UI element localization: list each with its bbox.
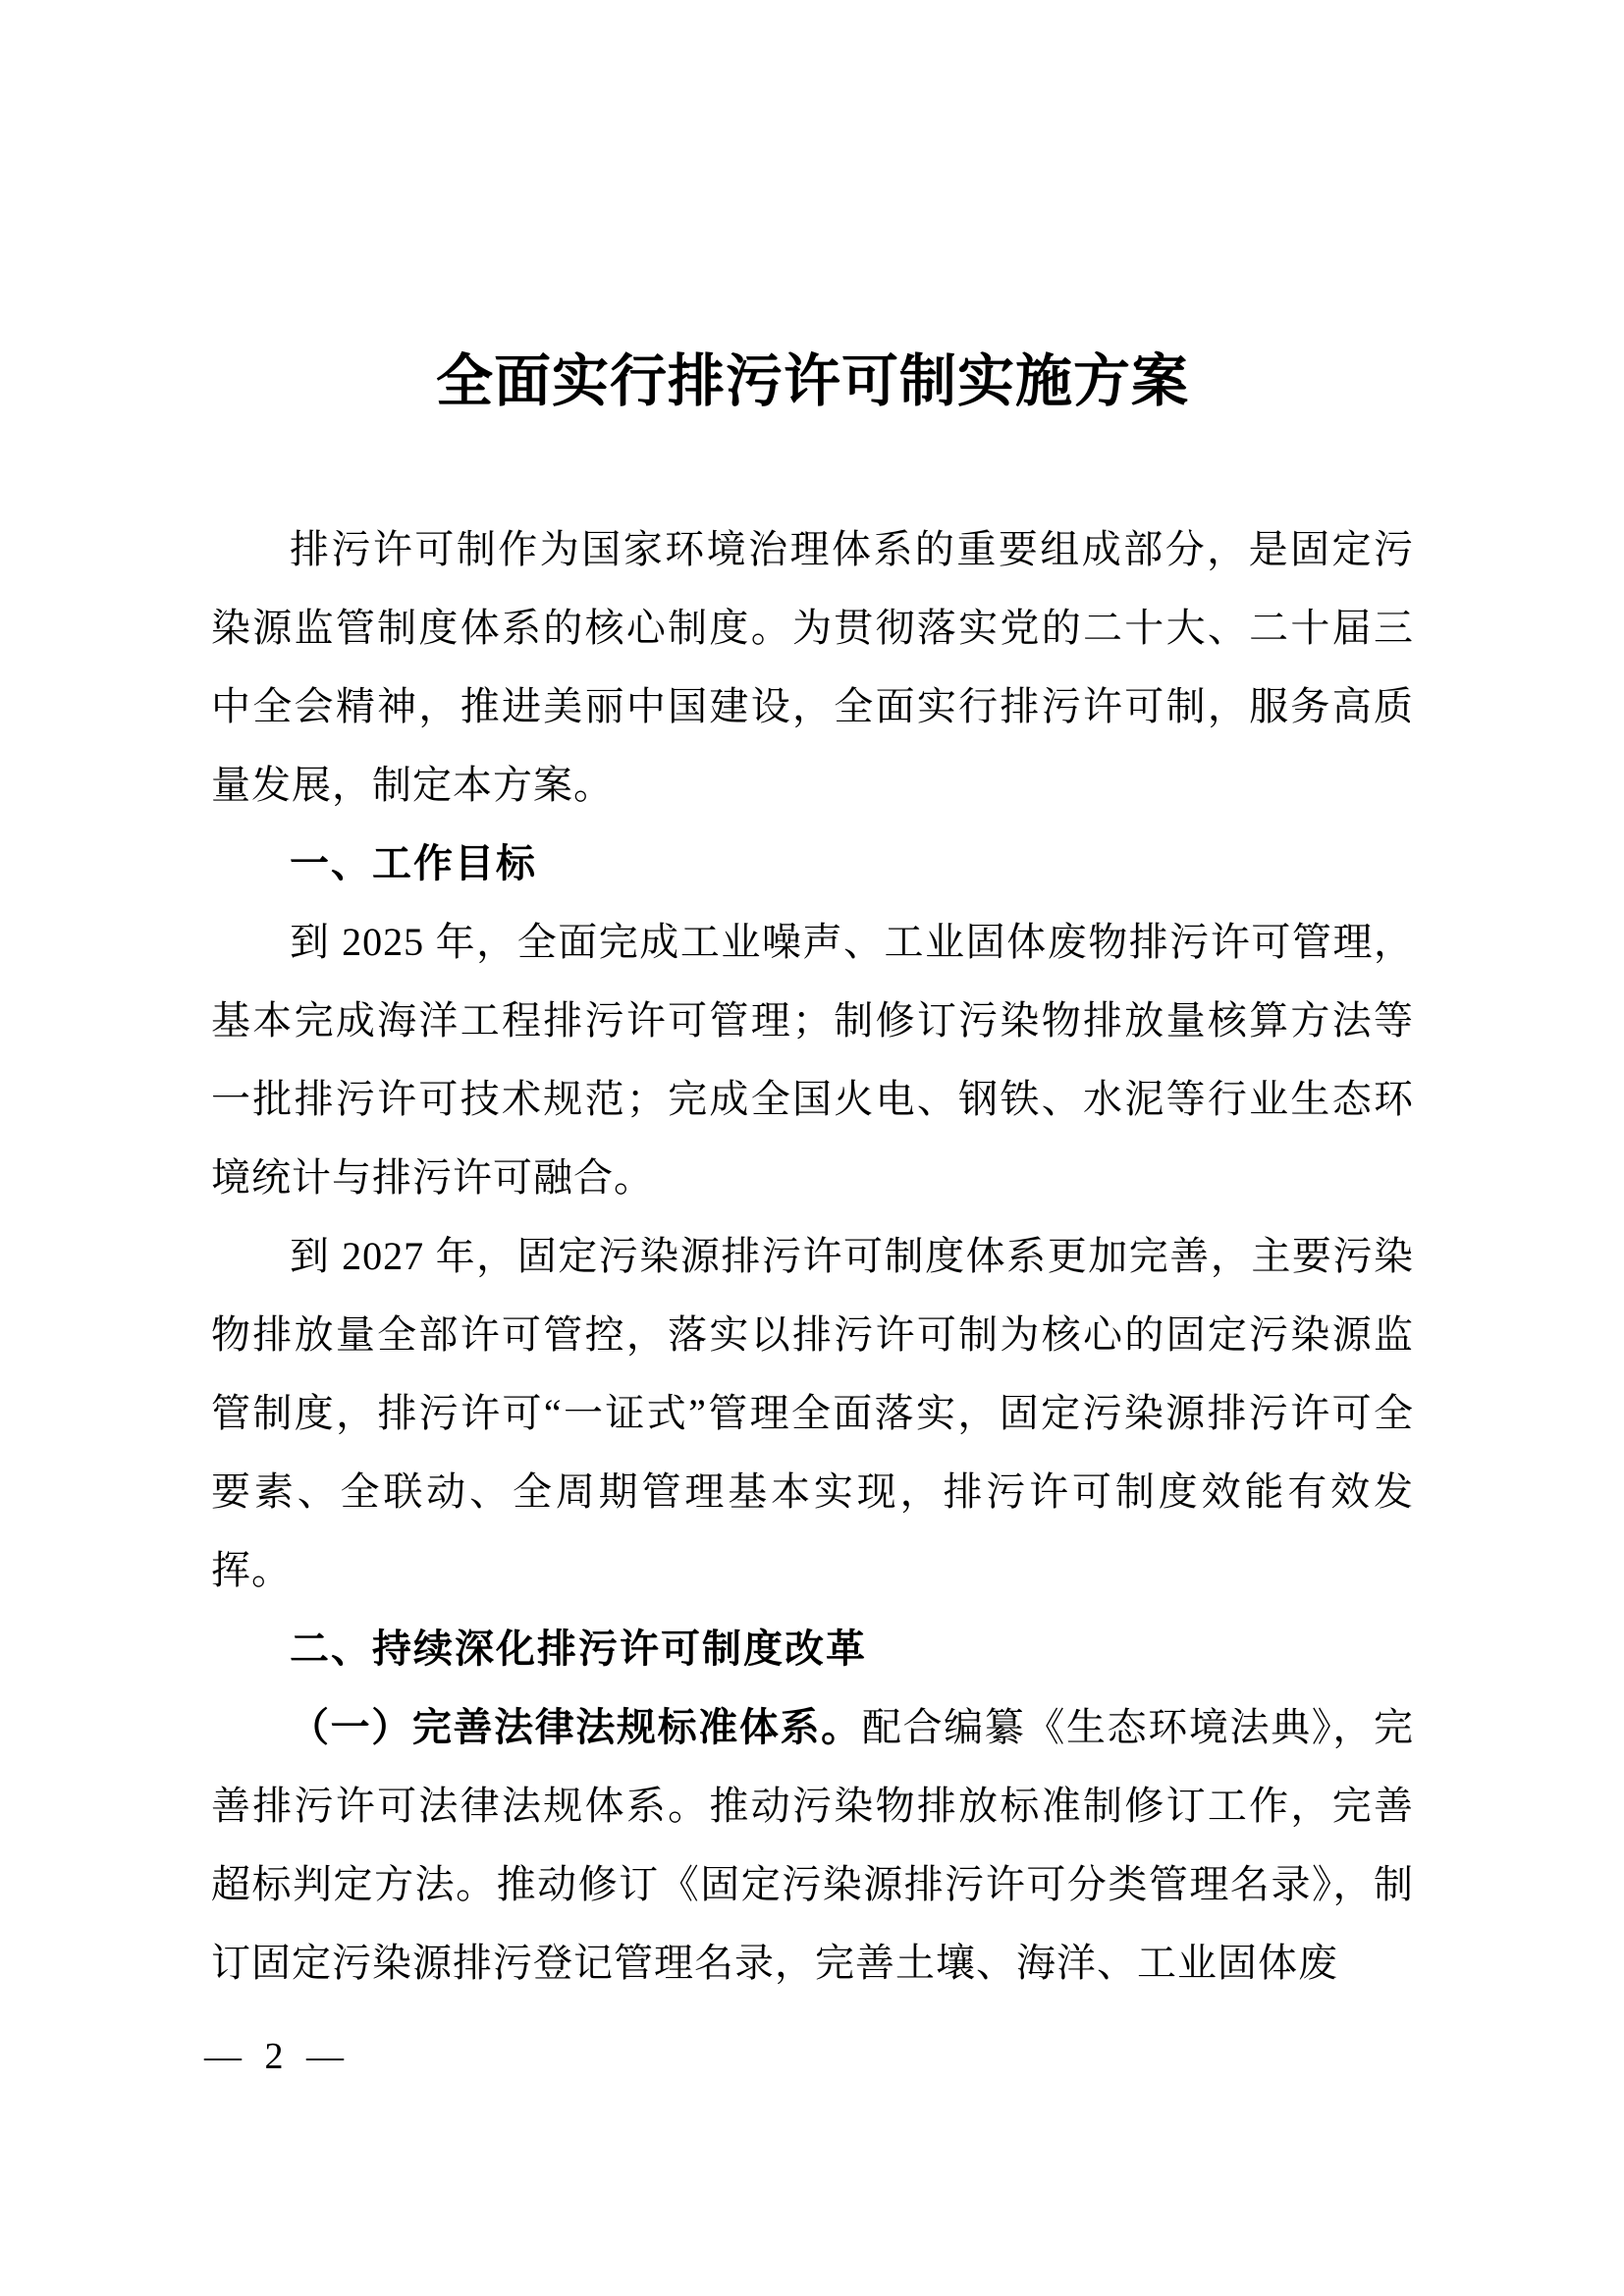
section-heading-work-goals: 一、工作目标 — [290, 842, 537, 885]
section-heading-deepen-reform: 二、持续深化排污许可制度改革 — [290, 1628, 867, 1671]
page-number: — 2 — — [204, 2036, 351, 2077]
paragraph-intro: 排污许可制作为国家环境治理体系的重要组成部分，是固定污染源监管制度体系的核心制度。为贯彻落实党的二十大、二十届三中全会精神，推进美丽中国建设，全面实行排污许可制，服务高质量发展，制定本方案。 — [211, 527, 1414, 807]
paragraph-goals-2025: 到 2025 年，全面完成工业噪声、工业固体废物排污许可管理，基本完成海洋工程排污许可管理；制修订污染物排放量核算方法等一批排污许可技术规范；完成全国火电、钢铁、水泥等行业生态环境统计与排污许可融合。 — [211, 920, 1414, 1200]
paragraph-goals-2027: 到 2027 年，固定污染源排污许可制度体系更加完善，主要污染物排放量全部许可管控，落实以排污许可制为核心的固定污染源监管制度，排污许可“一证式”管理全面落实，固定污染源排污许可全要素、全联动、全周期管理基本实现，排污许可制度效能有效发挥。 — [211, 1234, 1414, 1592]
paragraph-legal-standards — [211, 1688, 1414, 2002]
subsection-text-legal-standards: 配合编纂《生态环境法典》，完善排污许可法律法规体系。推动污染物排放标准制修订工作，完善超标判定方法。推动修订《固定污染源排污许可分类管理名录》，制订固定污染源排污登记管理名录，完善土壤、海洋、工业固体废 — [211, 1705, 1415, 1985]
document-body — [211, 510, 1414, 2002]
document-title: 全面实行排污许可制实施方案 — [435, 349, 1189, 413]
subsection-lead-legal-standards: （一）完善法律法规标准体系。 — [290, 1705, 862, 1749]
